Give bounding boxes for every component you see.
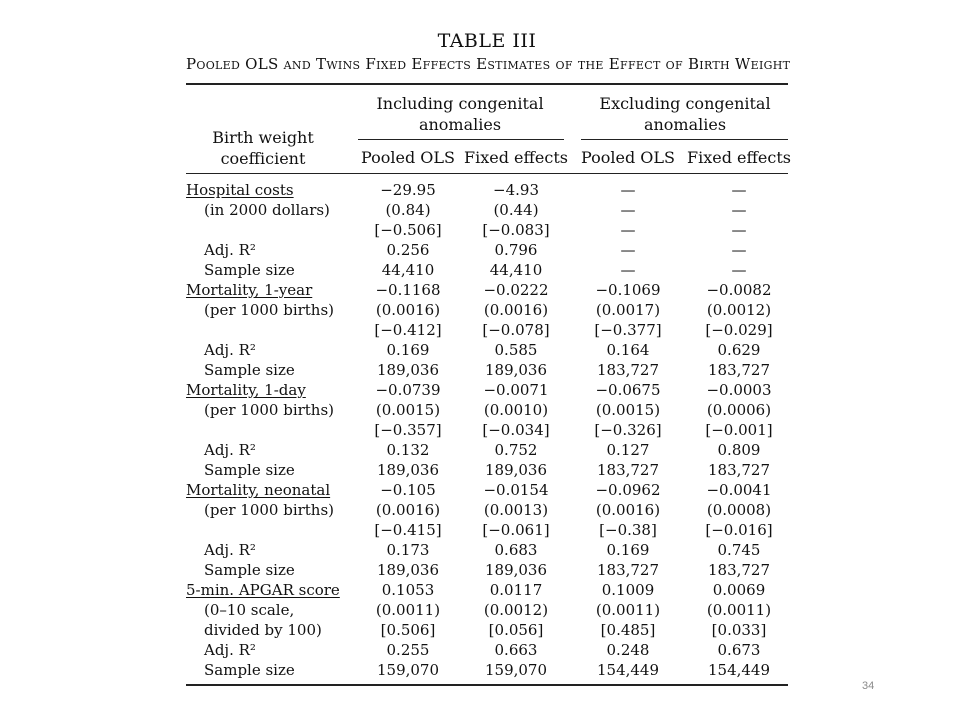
table-cell: 0.169 bbox=[386, 341, 430, 359]
row-label: Adj. R² bbox=[204, 241, 256, 259]
table-cell: 154,449 bbox=[596, 661, 660, 679]
table-cell: 0.164 bbox=[606, 341, 650, 359]
table-cell: 183,727 bbox=[596, 561, 660, 579]
table-cell: 0.169 bbox=[606, 541, 650, 559]
row-label: (per 1000 births) bbox=[204, 401, 335, 419]
row-group-label: Mortality, 1-year bbox=[186, 281, 313, 299]
table-cell: 0.0117 bbox=[489, 581, 543, 599]
table-cell: 0.796 bbox=[494, 241, 538, 259]
table-cell: −0.0003 bbox=[706, 381, 772, 399]
row-label: Adj. R² bbox=[204, 541, 256, 559]
table-cell: 0.663 bbox=[494, 641, 538, 659]
table-cell: [−0.083] bbox=[482, 221, 550, 239]
table-cell: [−0.506] bbox=[374, 221, 442, 239]
table-cell: 0.256 bbox=[386, 241, 430, 259]
row-label: Adj. R² bbox=[204, 341, 256, 359]
table-cell: 183,727 bbox=[707, 561, 771, 579]
table-cell: −0.0222 bbox=[483, 281, 549, 299]
table-cell: (0.0017) bbox=[595, 301, 661, 319]
table-cell: 0.629 bbox=[717, 341, 761, 359]
table-cell: 0.173 bbox=[386, 541, 430, 559]
row-label: (in 2000 dollars) bbox=[204, 201, 330, 219]
table-cell: 0.683 bbox=[494, 541, 538, 559]
table-cell: −29.95 bbox=[380, 181, 436, 199]
table-cell: 189,036 bbox=[484, 361, 548, 379]
table-cell: (0.0016) bbox=[375, 301, 441, 319]
table-cell: (0.0013) bbox=[483, 501, 549, 519]
table-cell: [−0.078] bbox=[482, 321, 550, 339]
column-header: Pooled OLS bbox=[361, 148, 455, 167]
table-cell: 159,070 bbox=[484, 661, 548, 679]
group-header-including: Including congenital anomalies bbox=[376, 94, 544, 134]
slide-number: 34 bbox=[862, 680, 875, 692]
row-label: Adj. R² bbox=[204, 641, 256, 659]
table-cell: (0.0012) bbox=[706, 301, 772, 319]
table-cell: — bbox=[620, 241, 636, 259]
table-cell: 159,070 bbox=[376, 661, 440, 679]
table-cell: — bbox=[731, 261, 747, 279]
table-cell: (0.0015) bbox=[595, 401, 661, 419]
row-group-label: Mortality, neonatal bbox=[186, 481, 331, 499]
table-cell: −0.0071 bbox=[483, 381, 549, 399]
row-label: (per 1000 births) bbox=[204, 501, 335, 519]
table-cell: −0.0154 bbox=[483, 481, 549, 499]
row-label: (0–10 scale, bbox=[204, 601, 295, 619]
table-cell: −0.1069 bbox=[595, 281, 661, 299]
column-header: Fixed effects bbox=[464, 148, 568, 167]
top-rule bbox=[186, 83, 788, 85]
table-cell: 183,727 bbox=[707, 461, 771, 479]
table-cell: (0.0011) bbox=[706, 601, 772, 619]
table-cell: [0.485] bbox=[600, 621, 656, 639]
table-cell: [−0.034] bbox=[482, 421, 550, 439]
table-cell: −0.0675 bbox=[595, 381, 661, 399]
table-cell: 0.1009 bbox=[601, 581, 655, 599]
table-cell: [−0.377] bbox=[594, 321, 662, 339]
table-cell: −0.0082 bbox=[706, 281, 772, 299]
table-cell: [−0.029] bbox=[705, 321, 773, 339]
row-group-label: Mortality, 1-day bbox=[186, 381, 306, 399]
table-cell: (0.0015) bbox=[375, 401, 441, 419]
table-cell: 44,410 bbox=[381, 261, 435, 279]
table-cell: [−0.357] bbox=[374, 421, 442, 439]
row-label: Adj. R² bbox=[204, 441, 256, 459]
row-label: Sample size bbox=[204, 361, 295, 379]
table-cell: 0.809 bbox=[717, 441, 761, 459]
row-label: divided by 100) bbox=[204, 621, 322, 639]
table-cell: (0.84) bbox=[385, 201, 431, 219]
table-cell: 189,036 bbox=[484, 461, 548, 479]
table-cell: −0.0962 bbox=[595, 481, 661, 499]
row-label: Sample size bbox=[204, 261, 295, 279]
table-cell: 183,727 bbox=[596, 361, 660, 379]
table-cell: — bbox=[620, 221, 636, 239]
table-cell: 0.255 bbox=[386, 641, 430, 659]
table-cell: — bbox=[731, 221, 747, 239]
table-cell: 189,036 bbox=[376, 361, 440, 379]
row-label-header: Birth weight coefficient bbox=[212, 128, 314, 168]
table-cell: 189,036 bbox=[376, 461, 440, 479]
table-cell: [0.056] bbox=[488, 621, 544, 639]
table-cell: [−0.016] bbox=[705, 521, 773, 539]
group-rule-including bbox=[358, 139, 564, 140]
table-cell: (0.0016) bbox=[375, 501, 441, 519]
table-cell: [−0.38] bbox=[599, 521, 657, 539]
table-cell: [−0.326] bbox=[594, 421, 662, 439]
row-label: Sample size bbox=[204, 461, 295, 479]
table-cell: (0.0012) bbox=[483, 601, 549, 619]
table-cell: (0.0006) bbox=[706, 401, 772, 419]
table-cell: 0.127 bbox=[606, 441, 650, 459]
table-cell: 154,449 bbox=[707, 661, 771, 679]
bottom-rule bbox=[186, 684, 788, 686]
table-cell: −0.1168 bbox=[375, 281, 441, 299]
table-cell: [−0.001] bbox=[705, 421, 773, 439]
table-cell: 0.132 bbox=[386, 441, 430, 459]
table-cell: 189,036 bbox=[484, 561, 548, 579]
table-cell: 0.745 bbox=[717, 541, 761, 559]
table-cell: — bbox=[731, 201, 747, 219]
group-header-excluding: Excluding congenital anomalies bbox=[599, 94, 771, 134]
table-title: TABLE III bbox=[437, 30, 537, 52]
table-cell: [0.506] bbox=[380, 621, 436, 639]
table-cell: −0.105 bbox=[380, 481, 436, 499]
row-group-label: Hospital costs bbox=[186, 181, 294, 199]
table-cell: — bbox=[731, 241, 747, 259]
table-cell: [−0.412] bbox=[374, 321, 442, 339]
table-cell: (0.0016) bbox=[595, 501, 661, 519]
table-cell: [−0.061] bbox=[482, 521, 550, 539]
group-rule-excluding bbox=[581, 139, 788, 140]
table-cell: (0.0008) bbox=[706, 501, 772, 519]
row-group-label: 5-min. APGAR score bbox=[186, 581, 340, 599]
table-cell: 44,410 bbox=[489, 261, 543, 279]
column-header: Pooled OLS bbox=[581, 148, 675, 167]
table-cell: −0.0041 bbox=[706, 481, 772, 499]
table-cell: 183,727 bbox=[707, 361, 771, 379]
table-cell: 0.673 bbox=[717, 641, 761, 659]
table-cell: 189,036 bbox=[376, 561, 440, 579]
header-rule bbox=[186, 173, 788, 174]
table-subtitle: Pooled OLS and Twins Fixed Effects Estimates of the Effect of Birth Weight bbox=[186, 55, 791, 73]
table-cell: [−0.415] bbox=[374, 521, 442, 539]
table-cell: 0.752 bbox=[494, 441, 538, 459]
row-label: (per 1000 births) bbox=[204, 301, 335, 319]
table-cell: 0.0069 bbox=[712, 581, 766, 599]
column-header: Fixed effects bbox=[687, 148, 791, 167]
table-cell: [0.033] bbox=[711, 621, 767, 639]
table-cell: (0.0010) bbox=[483, 401, 549, 419]
table-cell: (0.0016) bbox=[483, 301, 549, 319]
table-cell: 0.248 bbox=[606, 641, 650, 659]
table-cell: −4.93 bbox=[493, 181, 539, 199]
table-cell: (0.0011) bbox=[595, 601, 661, 619]
table-cell: (0.0011) bbox=[375, 601, 441, 619]
table-cell: — bbox=[620, 181, 636, 199]
row-label: Sample size bbox=[204, 661, 295, 679]
table-cell: 0.585 bbox=[494, 341, 538, 359]
table-cell: — bbox=[731, 181, 747, 199]
row-label: Sample size bbox=[204, 561, 295, 579]
table-cell: −0.0739 bbox=[375, 381, 441, 399]
table-cell: 183,727 bbox=[596, 461, 660, 479]
table-cell: 0.1053 bbox=[381, 581, 435, 599]
table-cell: (0.44) bbox=[493, 201, 539, 219]
table-cell: — bbox=[620, 261, 636, 279]
table-cell: — bbox=[620, 201, 636, 219]
